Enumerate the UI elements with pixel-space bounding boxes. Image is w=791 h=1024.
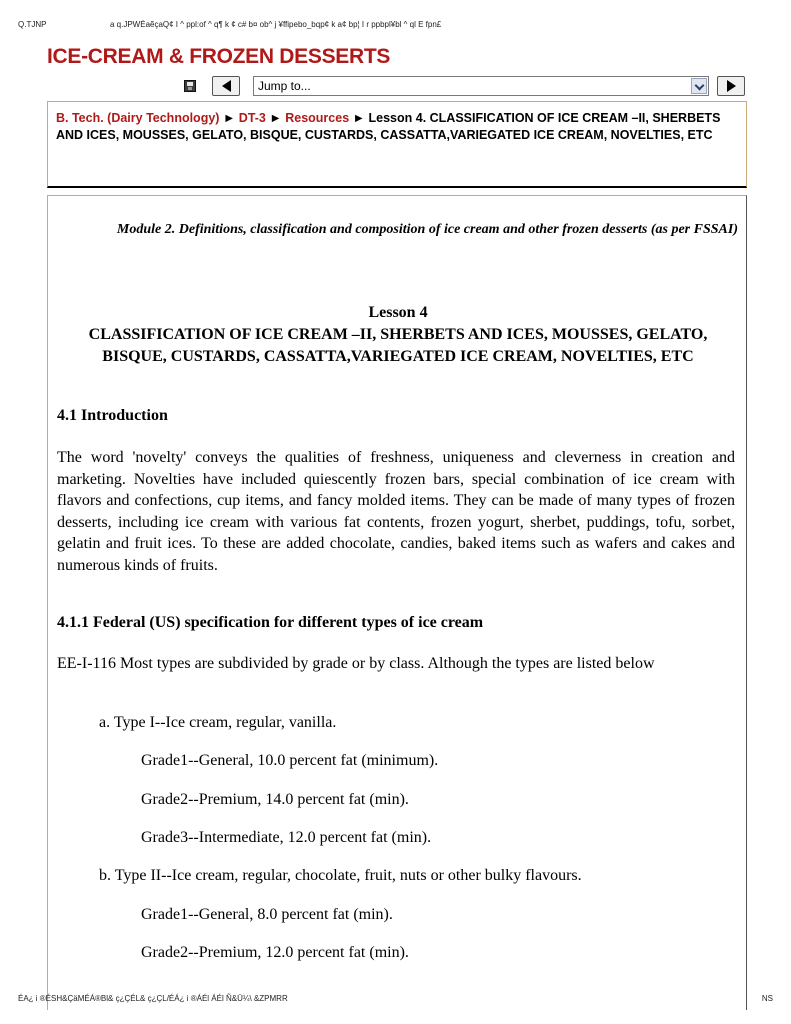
breadcrumb-separator: ►	[269, 111, 282, 125]
print-footer-left: ÉA¿ i ®ÉSH&ÇäMÉÁ®Bl& ç¿ÇÉL& ç¿ÇL/ÉÁ¿ i ®ÁÉl ÁÉl Ñ&Ü¼\ &ZPMRR	[18, 994, 288, 1003]
introduction-heading: 4.1 Introduction	[57, 407, 168, 424]
chevron-down-icon[interactable]	[691, 78, 707, 94]
list-item-grade: Grade1--General, 8.0 percent fat (min).	[141, 906, 393, 923]
list-item-type-ii: b. Type II--Ice cream, regular, chocolate, fruit, nuts or other bulky flavours.	[99, 867, 582, 884]
course-title[interactable]: ICE-CREAM & FROZEN DESSERTS	[47, 45, 391, 68]
breadcrumb	[47, 101, 747, 188]
jump-to-select[interactable]	[253, 76, 709, 96]
module-title: Module 2. Definitions, classification and composition of ice cream and other frozen desserts (as per FSSAI)	[116, 222, 738, 237]
lesson-title-text: CLASSIFICATION OF ICE CREAM –II, SHERBETS AND ICES, MOUSSES, GELATO, BISQUE, CUSTARDS, CASSATTA,VARIEGATED ICE CREAM, NOVELTIES, ETC	[88, 326, 708, 365]
list-item-grade: Grade3--Intermediate, 12.0 percent fat (min).	[141, 829, 432, 846]
pdf-print-header	[18, 20, 773, 32]
print-header-url: a q.JPWÉaẽçaQ¢ I ^ ppl:of ^ q¶ k ¢ c# b¤ ob^ j ¥ffipebo_bqp¢ k a¢ bp¦ I r ppbpl¥bl ^ ql E fpn£	[110, 20, 442, 29]
lesson-title	[60, 302, 736, 368]
breadcrumb-link-dt3[interactable]: DT-3	[238, 111, 266, 125]
pdf-print-footer	[18, 994, 773, 1006]
breadcrumb-separator: ►	[352, 111, 366, 125]
list-item-grade: Grade1--General, 10.0 percent fat (minimum).	[141, 752, 439, 769]
previous-button[interactable]	[212, 76, 240, 96]
print-header-left: Q.TJNP	[18, 20, 47, 29]
lesson-label: Lesson 4	[368, 304, 428, 321]
breadcrumb-separator: ►	[222, 111, 236, 125]
list-item-grade: Grade2--Premium, 14.0 percent fat (min).	[141, 791, 409, 808]
federal-spec-heading: 4.1.1 Federal (US) specification for different types of ice cream	[57, 614, 484, 631]
introduction-paragraph: The word 'novelty' conveys the qualities of freshness, uniqueness and cleverness in creation and marketing. Novelties have included quiescently frozen bars, special combination of ice cream with flavors and confections, cup items, and fancy molded items. They can be made of many types of frozen desserts, including ice cream with various fat contents, frozen yogurt, sherbet, puddings, tofu, sorbet, gelatin and fruit ices. To these are added chocolate, candies, baked items such as wafers and cakes and numerous kinds of fruits.	[57, 449, 735, 574]
list-item-grade: Grade2--Premium, 12.0 percent fat (min).	[141, 944, 409, 961]
list-item-type-i: a. Type I--Ice cream, regular, vanilla.	[99, 714, 337, 731]
jump-to-label: Jump to...	[258, 79, 311, 93]
arrow-right-icon	[727, 80, 736, 92]
federal-spec-paragraph: EE-I-116 Most types are subdivided by grade or by class. Although the types are listed below	[57, 655, 655, 672]
page-number: NS	[761, 994, 773, 1003]
arrow-left-icon	[222, 80, 231, 92]
breadcrumb-link-course[interactable]: B. Tech. (Dairy Technology)	[56, 111, 220, 125]
navigation-bar	[184, 76, 744, 96]
save-icon[interactable]	[184, 80, 196, 92]
breadcrumb-current: Lesson 4. CLASSIFICATION OF ICE CREAM –II, SHERBETS AND ICES, MOUSSES, GELATO, BISQUE, CUSTARDS, CASSATTA,VARIEGATED ICE CREAM, NOVELTIES, ETC	[56, 111, 721, 142]
next-button[interactable]	[717, 76, 745, 96]
breadcrumb-link-resources[interactable]: Resources	[285, 111, 350, 125]
